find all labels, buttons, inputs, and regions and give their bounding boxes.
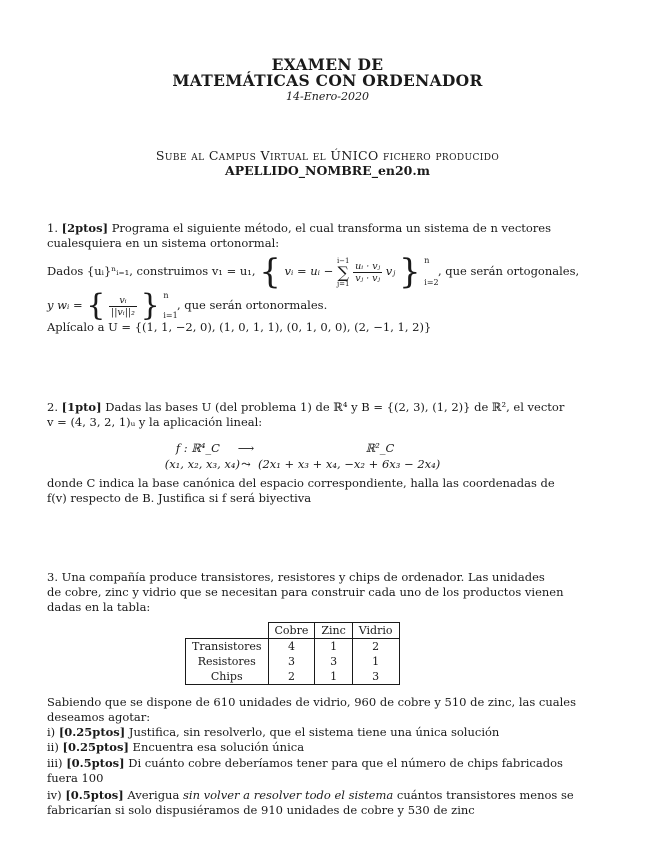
problem3-text1: Una compañía produce transistores, resistores y chips de ordenador. Las unidades — [61, 570, 545, 584]
orthonormal-text: , que serán ortonormales. — [176, 298, 328, 312]
table-cell: 3 — [315, 654, 352, 669]
table-cell: 3 — [268, 654, 315, 669]
subquestion-ii — [47, 740, 537, 755]
left-brace: { — [259, 252, 281, 292]
sub-i1: i=1 — [163, 311, 178, 320]
right-brace-w: } — [140, 288, 160, 323]
table-header-cell: Zinc — [315, 623, 352, 639]
map-x: (x₁, x₂, x₃, x₄) — [164, 457, 240, 471]
exam-date: 14-Enero-2020 — [286, 90, 369, 103]
dados-text: Dados {uᵢ}ⁿᵢ₌₁, construimos v₁ = u₁, — [47, 264, 256, 278]
table-cell: 4 — [268, 639, 315, 655]
problem2-line4: f(v) respecto de B. Justifica si f será biyectiva — [47, 491, 312, 505]
exam-title-line2: MATEMÁTICAS CON ORDENADOR — [172, 71, 483, 90]
table-row-label: Resistores — [186, 654, 269, 669]
table-row-label: Transistores — [186, 639, 269, 655]
problem2-points: [1pto] — [61, 400, 102, 414]
map-image: (2x₁ + x₃ + x₄, −x₂ + 6x₃ − 2x₄) — [258, 457, 441, 471]
vi-lhs: vᵢ = uᵢ − — [284, 264, 334, 278]
materials-table-wrap — [185, 622, 400, 685]
problem2-line1 — [47, 400, 565, 415]
problem3-after2: deseamos agotar: — [47, 710, 151, 724]
subquestion-iv-post: cuántos transistores menos se — [396, 788, 574, 802]
problem1-formula-vi — [47, 250, 580, 292]
subquestion-ii-points: [0.25ptos] — [62, 740, 129, 754]
problem1-number: 1. — [47, 221, 58, 235]
problem1-line2: cualesquiera en un sistema ortonormal: — [47, 236, 280, 250]
sup-n-w: n — [163, 291, 169, 300]
subquestion-i-text: Justifica, sin resolverlo, que el sistema tiene una única solución — [128, 725, 500, 739]
table-header-cell: Cobre — [268, 623, 315, 639]
sup-n: n — [424, 256, 430, 265]
materials-table — [185, 622, 400, 685]
table-header-cell: Vidrio — [352, 623, 399, 639]
subquestion-iii-cont: fuera 100 — [47, 771, 104, 785]
table-cell: 1 — [352, 654, 399, 669]
problem1-points: [2ptos] — [61, 221, 109, 235]
fraction-numerator: uᵢ · vⱼ — [355, 260, 381, 272]
problem3-line3: dadas en la tabla: — [47, 600, 151, 614]
subquestion-iv-points: [0.5ptos] — [65, 788, 124, 802]
subquestion-iii — [47, 756, 563, 771]
problem1-text1: Programa el siguiente método, el cual transforma un sistema de n vectores — [111, 221, 552, 235]
wi-denominator: ||vᵢ||₂ — [111, 306, 135, 318]
table-corner — [186, 623, 269, 639]
problem1-apply: Aplícalo a U = {(1, 1, −2, 0), (1, 0, 1, 1), (0, 1, 0, 0), (2, −1, 1, 2)} — [47, 320, 432, 334]
vj-term: vⱼ — [385, 264, 396, 278]
table-row — [186, 669, 400, 685]
problem2-line2: v = (4, 3, 2, 1)ᵤ y la aplicación lineal: — [47, 415, 263, 429]
right-brace: } — [398, 252, 421, 292]
subquestion-ii-label: ii) — [47, 740, 59, 754]
table-cell: 1 — [315, 639, 352, 655]
problem3-after1: Sabiendo que se dispone de 610 unidades de vidrio, 960 de cobre y 510 de zinc, las cuales — [47, 695, 577, 709]
subquestion-iv-label: iv) — [47, 788, 62, 802]
problem2-text1: Dadas las bases U (del problema 1) de ℝ⁴ y B = {(2, 3), (1, 2)} de ℝ², el vector — [105, 400, 565, 414]
problem3-line2: de cobre, zinc y vidrio que se necesitan para construir cada uno de los productos vienen — [47, 585, 564, 599]
subquestion-iii-points: [0.5ptos] — [66, 756, 125, 770]
subquestion-ii-text: Encuentra esa solución única — [132, 740, 305, 754]
subquestion-i-points: [0.25ptos] — [58, 725, 126, 739]
subquestion-iv-cont: fabricarían si solo dispusiéramos de 910 unidades de cobre y 530 de zinc — [47, 803, 475, 817]
table-cell: 2 — [352, 639, 399, 655]
table-cell: 1 — [315, 669, 352, 685]
problem3-number: 3. — [47, 570, 58, 584]
sum-bottom: j=1 — [336, 279, 350, 288]
problem1-formula-wi — [47, 286, 537, 322]
sum-top: i−1 — [336, 256, 350, 265]
subquestion-iv-pre: Averigua — [127, 788, 180, 802]
table-header-row — [186, 623, 400, 639]
subquestion-i-label: i) — [47, 725, 56, 739]
sigma-symbol: ∑ — [337, 262, 349, 282]
orthogonal-text: , que serán ortogonales, — [437, 264, 580, 278]
fraction-denominator: vⱼ · vⱼ — [355, 272, 381, 284]
table-cell: 3 — [352, 669, 399, 685]
table-row — [186, 654, 400, 669]
upload-note: Sube al Campus Virtual el ÚNICO fichero producido — [155, 148, 500, 163]
wi-lhs: y wᵢ = — [47, 298, 83, 312]
problem3-line1 — [47, 570, 545, 585]
map-arrow: ⟶ — [237, 441, 255, 455]
subquestion-iii-text: Di cuánto cobre deberíamos tener para que el número de chips fabricados — [128, 756, 563, 770]
table-row-label: Chips — [186, 669, 269, 685]
subquestion-iv — [47, 788, 574, 803]
table-cell: 2 — [268, 669, 315, 685]
wi-numerator: vᵢ — [109, 295, 137, 307]
subquestion-iv-italic: sin volver a resolver todo el sistema — [182, 788, 394, 802]
problem2-line3: donde C indica la base canónica del espacio correspondiente, halla las coordenadas de — [47, 476, 555, 490]
map-target: ℝ²_C — [365, 441, 395, 455]
filename: APELLIDO_NOMBRE_en20.m — [225, 163, 430, 178]
subquestion-i — [47, 725, 537, 740]
left-brace-w: { — [86, 288, 106, 323]
summation — [337, 257, 350, 288]
map-f: f : ℝ⁴_C — [175, 441, 220, 455]
problem1-line1 — [47, 221, 552, 236]
map-squiggle: ⤳ — [241, 457, 251, 471]
subquestion-iii-label: iii) — [47, 756, 63, 770]
sub-i2: i=2 — [424, 278, 439, 287]
exam-title-line1: EXAMEN DE — [271, 55, 384, 74]
projection-fraction — [353, 261, 382, 284]
table-row — [186, 639, 400, 655]
normalize-fraction — [109, 295, 137, 318]
problem2-number: 2. — [47, 400, 58, 414]
